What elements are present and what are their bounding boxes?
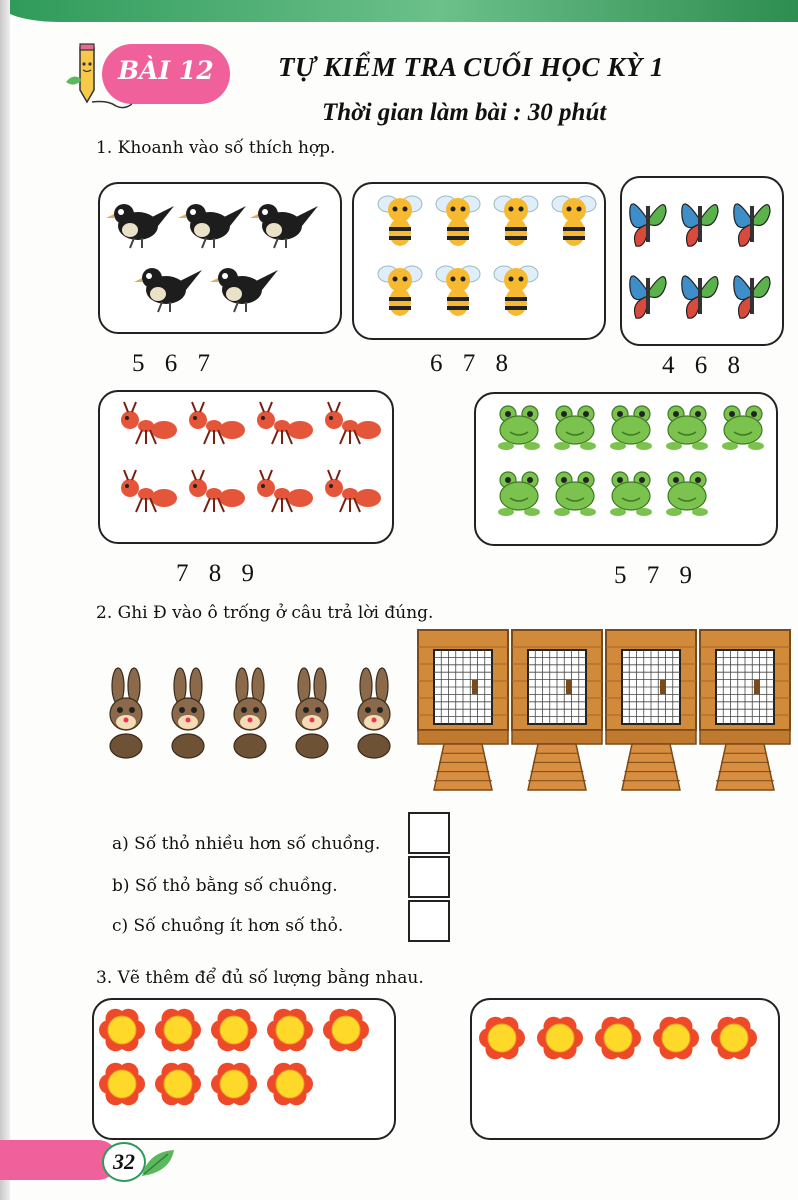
- bee-figure: [378, 266, 422, 316]
- butterfly-figure: [682, 204, 718, 246]
- frogs-box: [474, 392, 778, 546]
- bees-options: [430, 350, 522, 378]
- page-number-tab: [0, 1140, 118, 1180]
- butterfly-figure: [734, 204, 770, 246]
- ant-figure: [189, 470, 245, 512]
- flower-figure: [479, 1017, 525, 1060]
- flower-figure: [211, 1009, 257, 1052]
- right-flower-box[interactable]: [470, 998, 780, 1140]
- question-1-prompt: 1. Khoanh vào số thích hợp.: [96, 138, 336, 158]
- frog-figure: [498, 472, 540, 516]
- bee-figure: [436, 196, 480, 246]
- answer-c-label: c) Số chuồng ít hơn số thỏ.: [112, 916, 344, 936]
- page-title: TỰ KIỂM TRA CUỐI HỌC KỲ 1: [278, 52, 664, 82]
- cage-figure: [700, 630, 790, 790]
- bee-figure: [378, 196, 422, 246]
- frogs-options: [614, 562, 706, 590]
- option-number[interactable]: 5: [614, 562, 627, 589]
- frog-figure: [498, 406, 540, 450]
- answer-c-checkbox[interactable]: [408, 900, 450, 942]
- answer-a-label: a) Số thỏ nhiều hơn số chuồng.: [112, 834, 381, 854]
- frog-figure: [722, 406, 764, 450]
- page-number: 32: [102, 1142, 146, 1182]
- option-number[interactable]: 8: [495, 350, 508, 377]
- rabbit-figure: [172, 668, 204, 758]
- bees-group: [354, 184, 604, 338]
- bird-figure: [250, 204, 318, 248]
- bird-figure: [134, 268, 202, 312]
- flower-figure: [99, 1063, 145, 1106]
- ant-figure: [121, 470, 177, 512]
- frog-figure: [610, 406, 652, 450]
- butterfly-figure: [630, 204, 666, 246]
- rabbit-figure: [110, 668, 142, 758]
- frog-figure: [666, 472, 708, 516]
- option-number[interactable]: 8: [208, 560, 222, 587]
- rabbit-figure: [234, 668, 266, 758]
- frog-figure: [666, 406, 708, 450]
- flower-figure: [211, 1063, 257, 1106]
- right-flowers-group: [472, 1000, 778, 1138]
- answer-b-label: b) Số thỏ bằng số chuồng.: [112, 876, 338, 896]
- option-number[interactable]: 5: [132, 350, 145, 377]
- flower-figure: [711, 1017, 757, 1060]
- option-number[interactable]: 7: [646, 562, 660, 589]
- frog-figure: [554, 406, 596, 450]
- frog-figure: [554, 472, 596, 516]
- butterfly-figure: [630, 276, 666, 318]
- option-number[interactable]: 7: [176, 560, 189, 587]
- ant-figure: [325, 402, 381, 444]
- flower-figure: [323, 1009, 369, 1052]
- leaf-icon: [140, 1146, 180, 1182]
- option-number[interactable]: 8: [727, 352, 740, 379]
- ant-figure: [325, 470, 381, 512]
- time-limit: Thời gian làm bài : 30 phút: [322, 99, 607, 126]
- flower-figure: [155, 1009, 201, 1052]
- option-number[interactable]: 7: [462, 350, 476, 377]
- option-number[interactable]: 6: [164, 350, 178, 377]
- butterfly-figure: [682, 276, 718, 318]
- rabbit-figure: [358, 668, 390, 758]
- flower-figure: [537, 1017, 583, 1060]
- ants-group: [100, 392, 392, 542]
- flower-figure: [653, 1017, 699, 1060]
- flower-figure: [595, 1017, 641, 1060]
- bees-box: [352, 182, 606, 340]
- option-number[interactable]: 6: [694, 352, 708, 379]
- bee-figure: [494, 196, 538, 246]
- left-flowers-group: [94, 1000, 394, 1138]
- top-decor-band: [0, 0, 798, 22]
- bee-figure: [552, 196, 596, 246]
- question-2-prompt: 2. Ghi Đ vào ô trống ở câu trả lời đúng.: [96, 603, 434, 623]
- book-spine-shadow: [0, 0, 10, 1200]
- bird-figure: [106, 204, 174, 248]
- birds-group: [100, 184, 340, 332]
- cage-figure: [418, 630, 508, 790]
- cage-figure: [606, 630, 696, 790]
- birds-options: [132, 350, 224, 378]
- option-number[interactable]: 6: [430, 350, 443, 377]
- answer-a-checkbox[interactable]: [408, 812, 450, 854]
- option-number[interactable]: 9: [679, 562, 692, 589]
- birds-box: [98, 182, 342, 334]
- option-number[interactable]: 7: [197, 350, 210, 377]
- butterflies-box: [620, 176, 784, 346]
- butterflies-options: [662, 352, 754, 380]
- bee-figure: [494, 266, 538, 316]
- flower-figure: [267, 1009, 313, 1052]
- butterfly-figure: [734, 276, 770, 318]
- cages-group: [418, 630, 798, 796]
- option-number[interactable]: 9: [241, 560, 254, 587]
- left-flower-box: [92, 998, 396, 1140]
- butterflies-group: [622, 178, 782, 344]
- flower-figure: [267, 1063, 313, 1106]
- ant-figure: [189, 402, 245, 444]
- ant-figure: [257, 402, 313, 444]
- flower-figure: [155, 1063, 201, 1106]
- ants-options: [176, 560, 268, 588]
- option-number[interactable]: 4: [662, 352, 675, 379]
- ants-box: [98, 390, 394, 544]
- ant-figure: [121, 402, 177, 444]
- rabbits-group: [100, 672, 410, 782]
- bird-figure: [178, 204, 246, 248]
- answer-b-checkbox[interactable]: [408, 856, 450, 898]
- rabbit-figure: [296, 668, 328, 758]
- frogs-group: [476, 394, 776, 544]
- ant-figure: [257, 470, 313, 512]
- bee-figure: [436, 266, 480, 316]
- question-3-prompt: 3. Vẽ thêm để đủ số lượng bằng nhau.: [96, 968, 424, 988]
- cage-figure: [512, 630, 602, 790]
- bird-figure: [210, 268, 278, 312]
- frog-figure: [610, 472, 652, 516]
- flower-figure: [99, 1009, 145, 1052]
- lesson-badge-label: BÀI 12: [118, 56, 214, 85]
